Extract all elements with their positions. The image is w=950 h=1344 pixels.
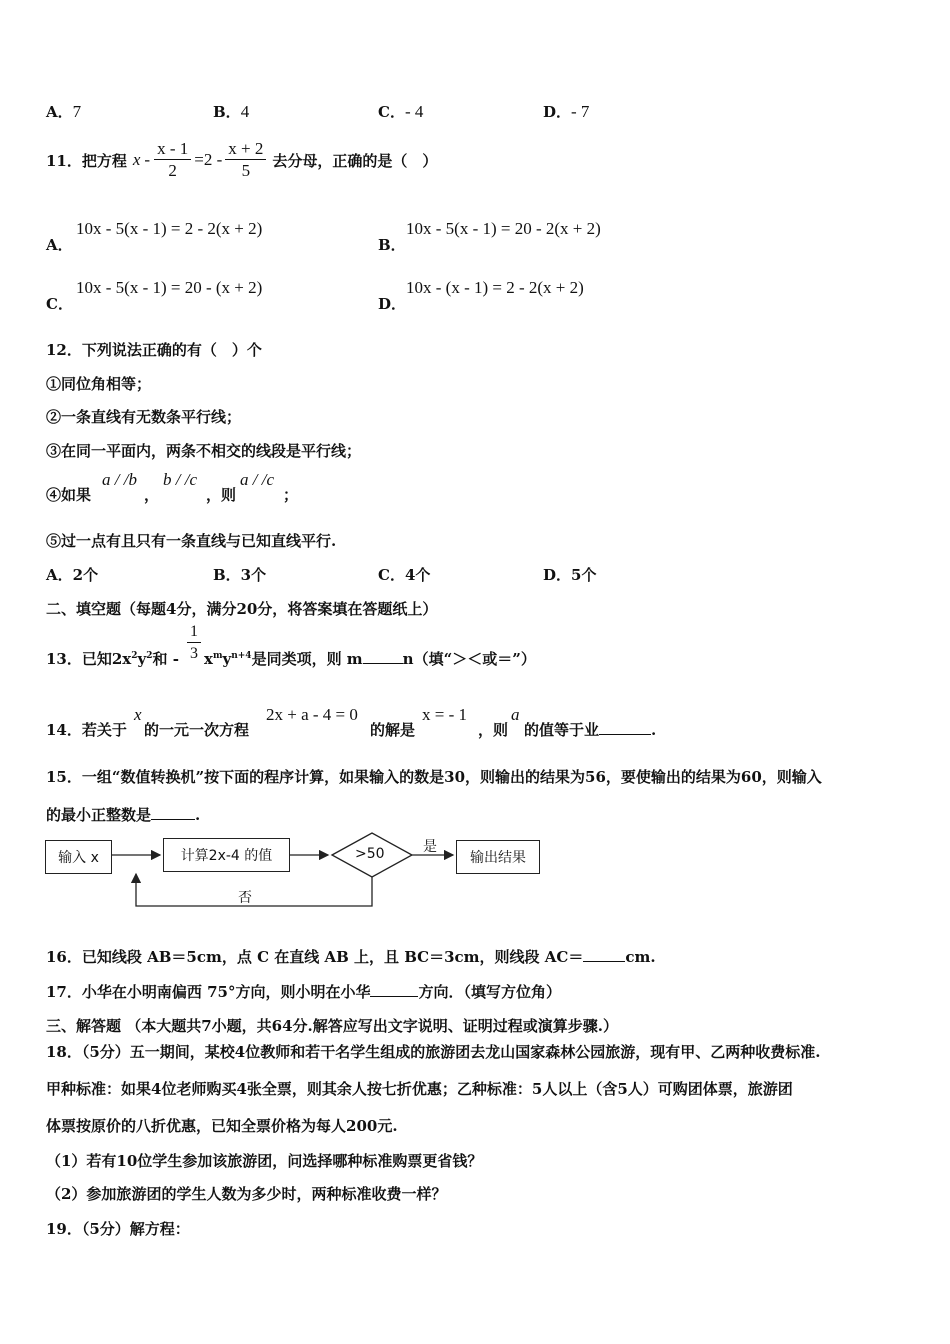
q18-line-1: 18．（5分）五一期间，某校4位教师和若干名学生组成的旅游团去龙山国家森林公园旅游，现有甲、乙两种收费标准. (46, 1043, 821, 1061)
q18-line-3: 体票按原价的八折优惠，已知全票价格为每人200元. (46, 1117, 398, 1135)
flowchart-yes-label: 是 (423, 839, 437, 855)
q12-statement-3: ③在同一平面内，两条不相交的线段是平行线； (46, 442, 362, 460)
q10-option-c: C．- 4 (378, 102, 424, 121)
flowchart-output-box: 输出结果 (456, 840, 540, 874)
q11-fraction-1: $\frac{x - 1}{2}$ (154, 139, 191, 182)
q12-option-c: C．4个 (378, 566, 431, 584)
flowchart-no-label: 否 (238, 890, 252, 906)
q12-option-d: D．5个 (543, 566, 597, 584)
q10-option-d: D．- 7 (543, 102, 590, 121)
q12-statement-1: ①同位角相等； (46, 375, 152, 393)
q12-statement-2: ②一条直线有无数条平行线； (46, 408, 242, 426)
flowchart-input-box: 输入 x (45, 840, 112, 874)
q11-option-d-eq: 10x - (x - 1) = 2 - 2(x + 2) (406, 278, 584, 297)
q12-statement-5: ⑤过一点有且只有一条直线与已知直线平行. (46, 532, 337, 550)
q11-option-c-label: C． (46, 295, 73, 313)
q18-sub-2: （2）参加旅游团的学生人数为多少时，两种标准收费一样？ (46, 1185, 447, 1203)
q15-line-2: 的最小正整数是 . (46, 806, 201, 824)
q11-option-c-eq: 10x - 5(x - 1) = 20 - (x + 2) (76, 278, 263, 297)
q13: 13．已知$2x^2y^2$和 - $\frac{1}{3}$ $x^my^{n+4}$是同类项，则 m n（填“＞＜或＝”） (46, 623, 536, 668)
q11-option-a-eq: 10x - 5(x - 1) = 2 - 2(x + 2) (76, 219, 263, 238)
q13-fraction: $\frac{1}{3}$ (187, 622, 201, 665)
q11-option-d-label: D． (378, 295, 407, 313)
q11-fraction-2: $\frac{x + 2}{5}$ (225, 139, 266, 182)
q16-answer-blank[interactable] (583, 961, 625, 962)
q11-option-a-label: A． (46, 236, 73, 254)
q11-option-b-eq: 10x - 5(x - 1) = 20 - 2(x + 2) (406, 219, 601, 238)
q10-option-a: A．7 (46, 102, 82, 121)
q10-option-b: B．4 (213, 102, 250, 121)
q14: 14．若关于 x 的一元一次方程 2x + a - 4 = 0 的解是 x = - 1 ，则 a 的值等于业 . (46, 705, 657, 739)
q17: 17．小华在小明南偏西 75°方向，则小明在小华 方向．（填写方位角） (46, 983, 561, 1001)
q12-option-b: B．3个 (213, 566, 267, 584)
flowchart-compute-box: 计算2x-4 的值 (163, 838, 290, 872)
arrow-no-loop-back (136, 874, 372, 906)
q11-stem: 11．把方程 x - $\frac{x - 1}{2}$ =2 - $\frac{x + 2}{5}$ 去分母，正确的是（ ） (46, 138, 438, 180)
q11-option-b-label: B． (378, 236, 406, 254)
q18-line-2: 甲种标准：如果4位老师购买4张全票，则其余人按七折优惠；乙种标准：5人以上（含5人）可购团体票，旅游团 (46, 1080, 793, 1098)
q12-stem: 12．下列说法正确的有（ ）个 (46, 341, 262, 359)
q18-sub-1: （1）若有10位学生参加该旅游团，问选择哪种标准购票更省钱？ (46, 1152, 483, 1170)
q12-option-a: A．2个 (46, 566, 99, 584)
section-3-heading: 三、解答题 （本大题共7小题，共64分.解答应写出文字说明、证明过程或演算步骤.） (46, 1017, 618, 1035)
q16: 16．已知线段 AB＝5cm，点 C 在直线 AB 上，且 BC＝3cm，则线段 AC＝ cm. (46, 948, 656, 966)
q19: 19．（5分）解方程： (46, 1220, 190, 1238)
flowchart-condition-label: >50 (355, 846, 385, 862)
section-2-heading: 二、填空题（每题4分，满分20分，将答案填在答题纸上） (46, 600, 438, 618)
q15-line-1: 15．一组“数值转换机”按下面的程序计算，如果输入的数是30，则输出的结果为56，要使输出的结果为60，则输入 (46, 768, 822, 786)
q17-answer-blank[interactable] (370, 996, 418, 997)
